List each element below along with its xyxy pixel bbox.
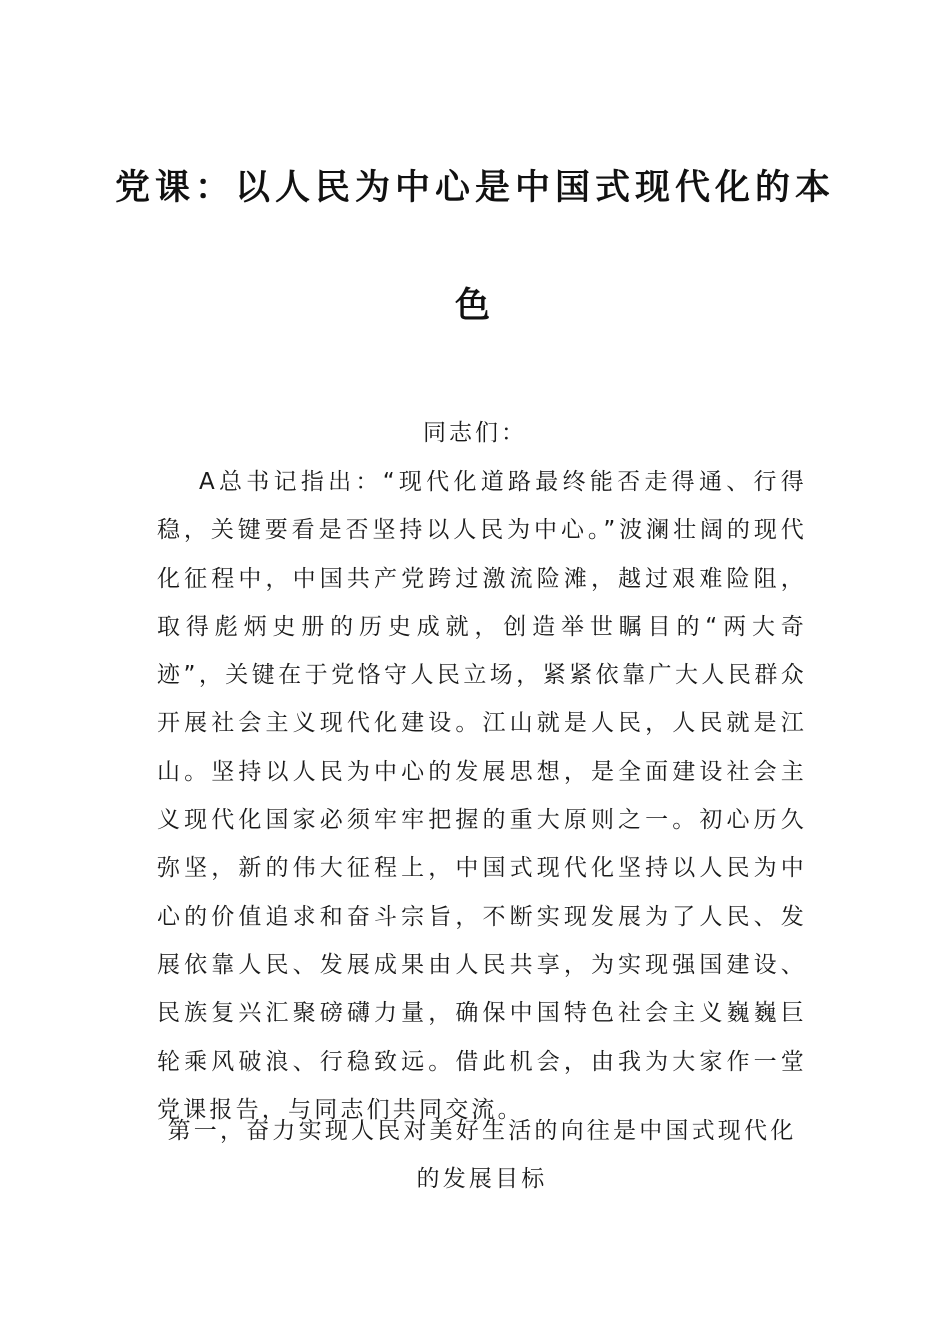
section-heading: 第一，奋力实现人民对美好生活的向往是中国式现代化的发展目标 (167, 1118, 797, 1193)
body-paragraph: A总书记指出：“现代化道路最终能否走得通、行得稳，关键要看是否坚持以人民为中心。”波澜壮阔的现代化征程中，中国共产党跨过激流险滩，越过艰难险阻，取得彪炳史册的历史成就，创造举世瞩目的“两大奇迹”，关键在于党恪守人民立场，紧紧依靠广大人民群众开展社会主义现代化建设。江山就是人民，人民就是江山。坚持以人民为中心的发展思想，是全面建设社会主义现代化国家必须牢牢把握的重大原则之一。初心历久弥坚，新的伟大征程上，中国式现代化坚持以人民为中心的价值追求和奋斗宗旨，不断实现发展为了人民、发展依靠人民、发展成果由人民共享，为实现强国建设、民族复兴汇聚磅礴力量，确保中国特色社会主义巍巍巨轮乘风破浪、行稳致远。借此机会，由我为大家作一堂党课报告，与同志们共同交流。 (157, 469, 807, 1123)
document-title-line-2: 色 (454, 285, 495, 326)
document-title-line-1: 党课：以人民为中心是中国式现代化的本 (114, 167, 835, 208)
salutation: 同志们： (423, 420, 527, 446)
